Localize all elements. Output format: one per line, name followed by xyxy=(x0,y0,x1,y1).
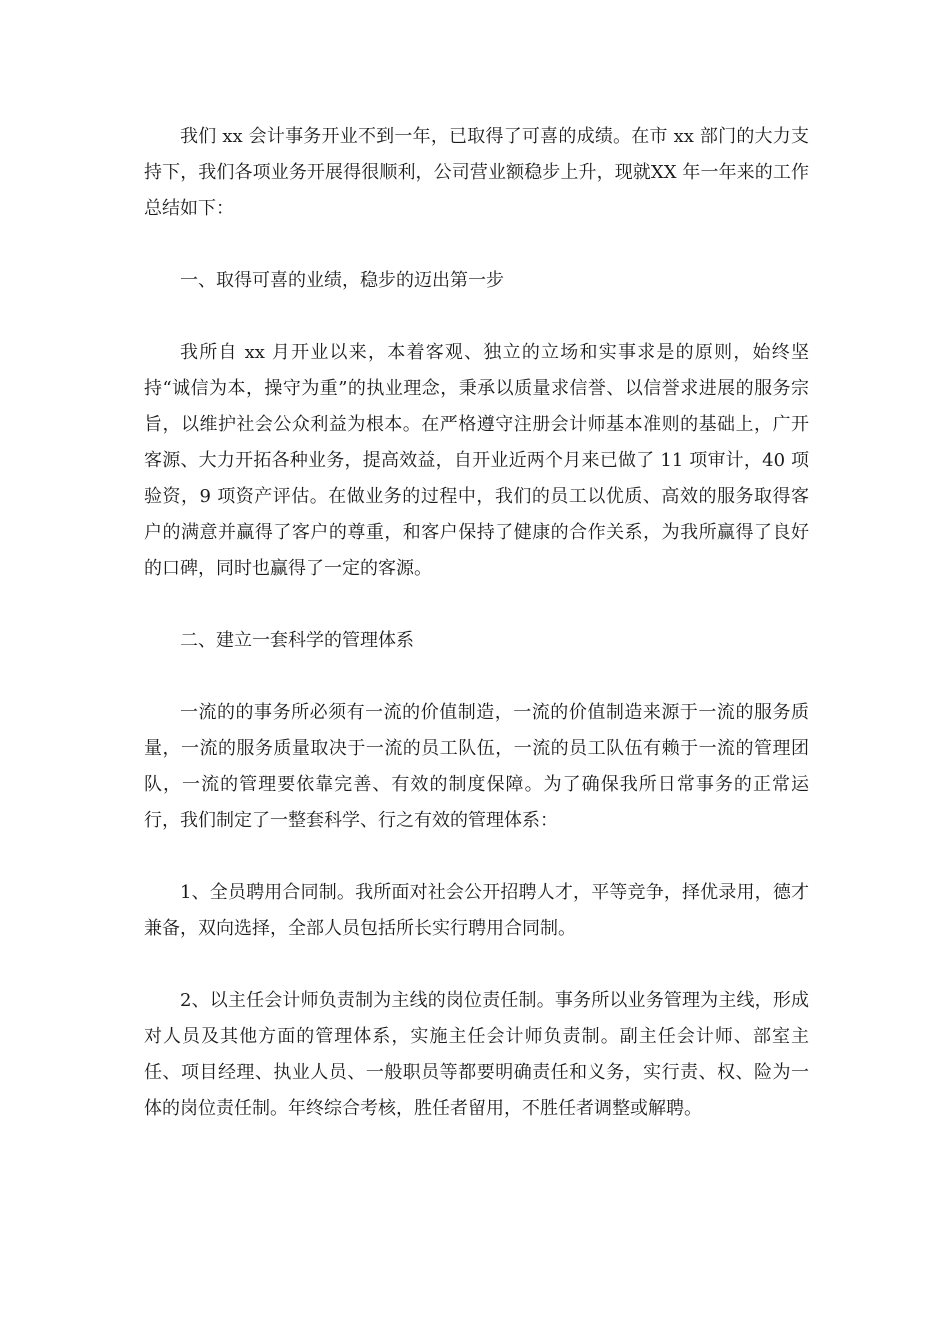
section-heading-1: 一、取得可喜的业绩，稳步的迈出第一步 xyxy=(180,270,504,291)
intro-paragraph: 我们 xx 会计事务开业不到一年，已取得了可喜的成绩。在市 xx 部门的大力支持下，我们各项业务开展得很顺利，公司营业额稳步上升，现就XX 年一年来的工作总结如下： xyxy=(144,126,809,219)
document-body xyxy=(144,119,809,1127)
item-2-paragraph: 2、以主任会计师负责制为主线的岗位责任制。事务所以业务管理为主线，形成对人员及其他方面的管理体系，实施主任会计师负责制。副主任会计师、部室主任、项目经理、执业人员、一般职员等都要明确责任和义务，实行责、权、险为一体的岗位责任制。年终综合考核，胜任者留用，不胜任者调整或解聘。 xyxy=(144,990,809,1119)
item-1-paragraph: 1、全员聘用合同制。我所面对社会公开招聘人才，平等竞争，择优录用，德才兼备，双向选择，全部人员包括所长实行聘用合同制。 xyxy=(144,882,809,939)
section-heading-2: 二、建立一套科学的管理体系 xyxy=(180,630,414,651)
section-1-paragraph: 我所自 xx 月开业以来，本着客观、独立的立场和实事求是的原则，始终坚持“诚信为本，操守为重”的执业理念，秉承以质量求信誉、以信誉求进展的服务宗旨，以维护社会公众利益为根本。在严格遵守注册会计师基本准则的基础上，广开客源、大力开拓各种业务，提高效益，自开业近两个月来已做了 11 项审计，40 项验资，9 项资产评估。在做业务的过程中，我们的员工以优质、高效的服务取得客户的满意并赢得了客户的尊重，和客户保持了健康的合作关系，为我所赢得了良好的口碑，同时也赢得了一定的客源。 xyxy=(144,342,809,579)
section-2-paragraph: 一流的的事务所必须有一流的价值制造，一流的价值制造来源于一流的服务质量，一流的服务质量取决于一流的员工队伍，一流的员工队伍有赖于一流的管理团队，一流的管理要依靠完善、有效的制度保障。为了确保我所日常事务的正常运行，我们制定了一整套科学、行之有效的管理体系： xyxy=(144,702,809,831)
